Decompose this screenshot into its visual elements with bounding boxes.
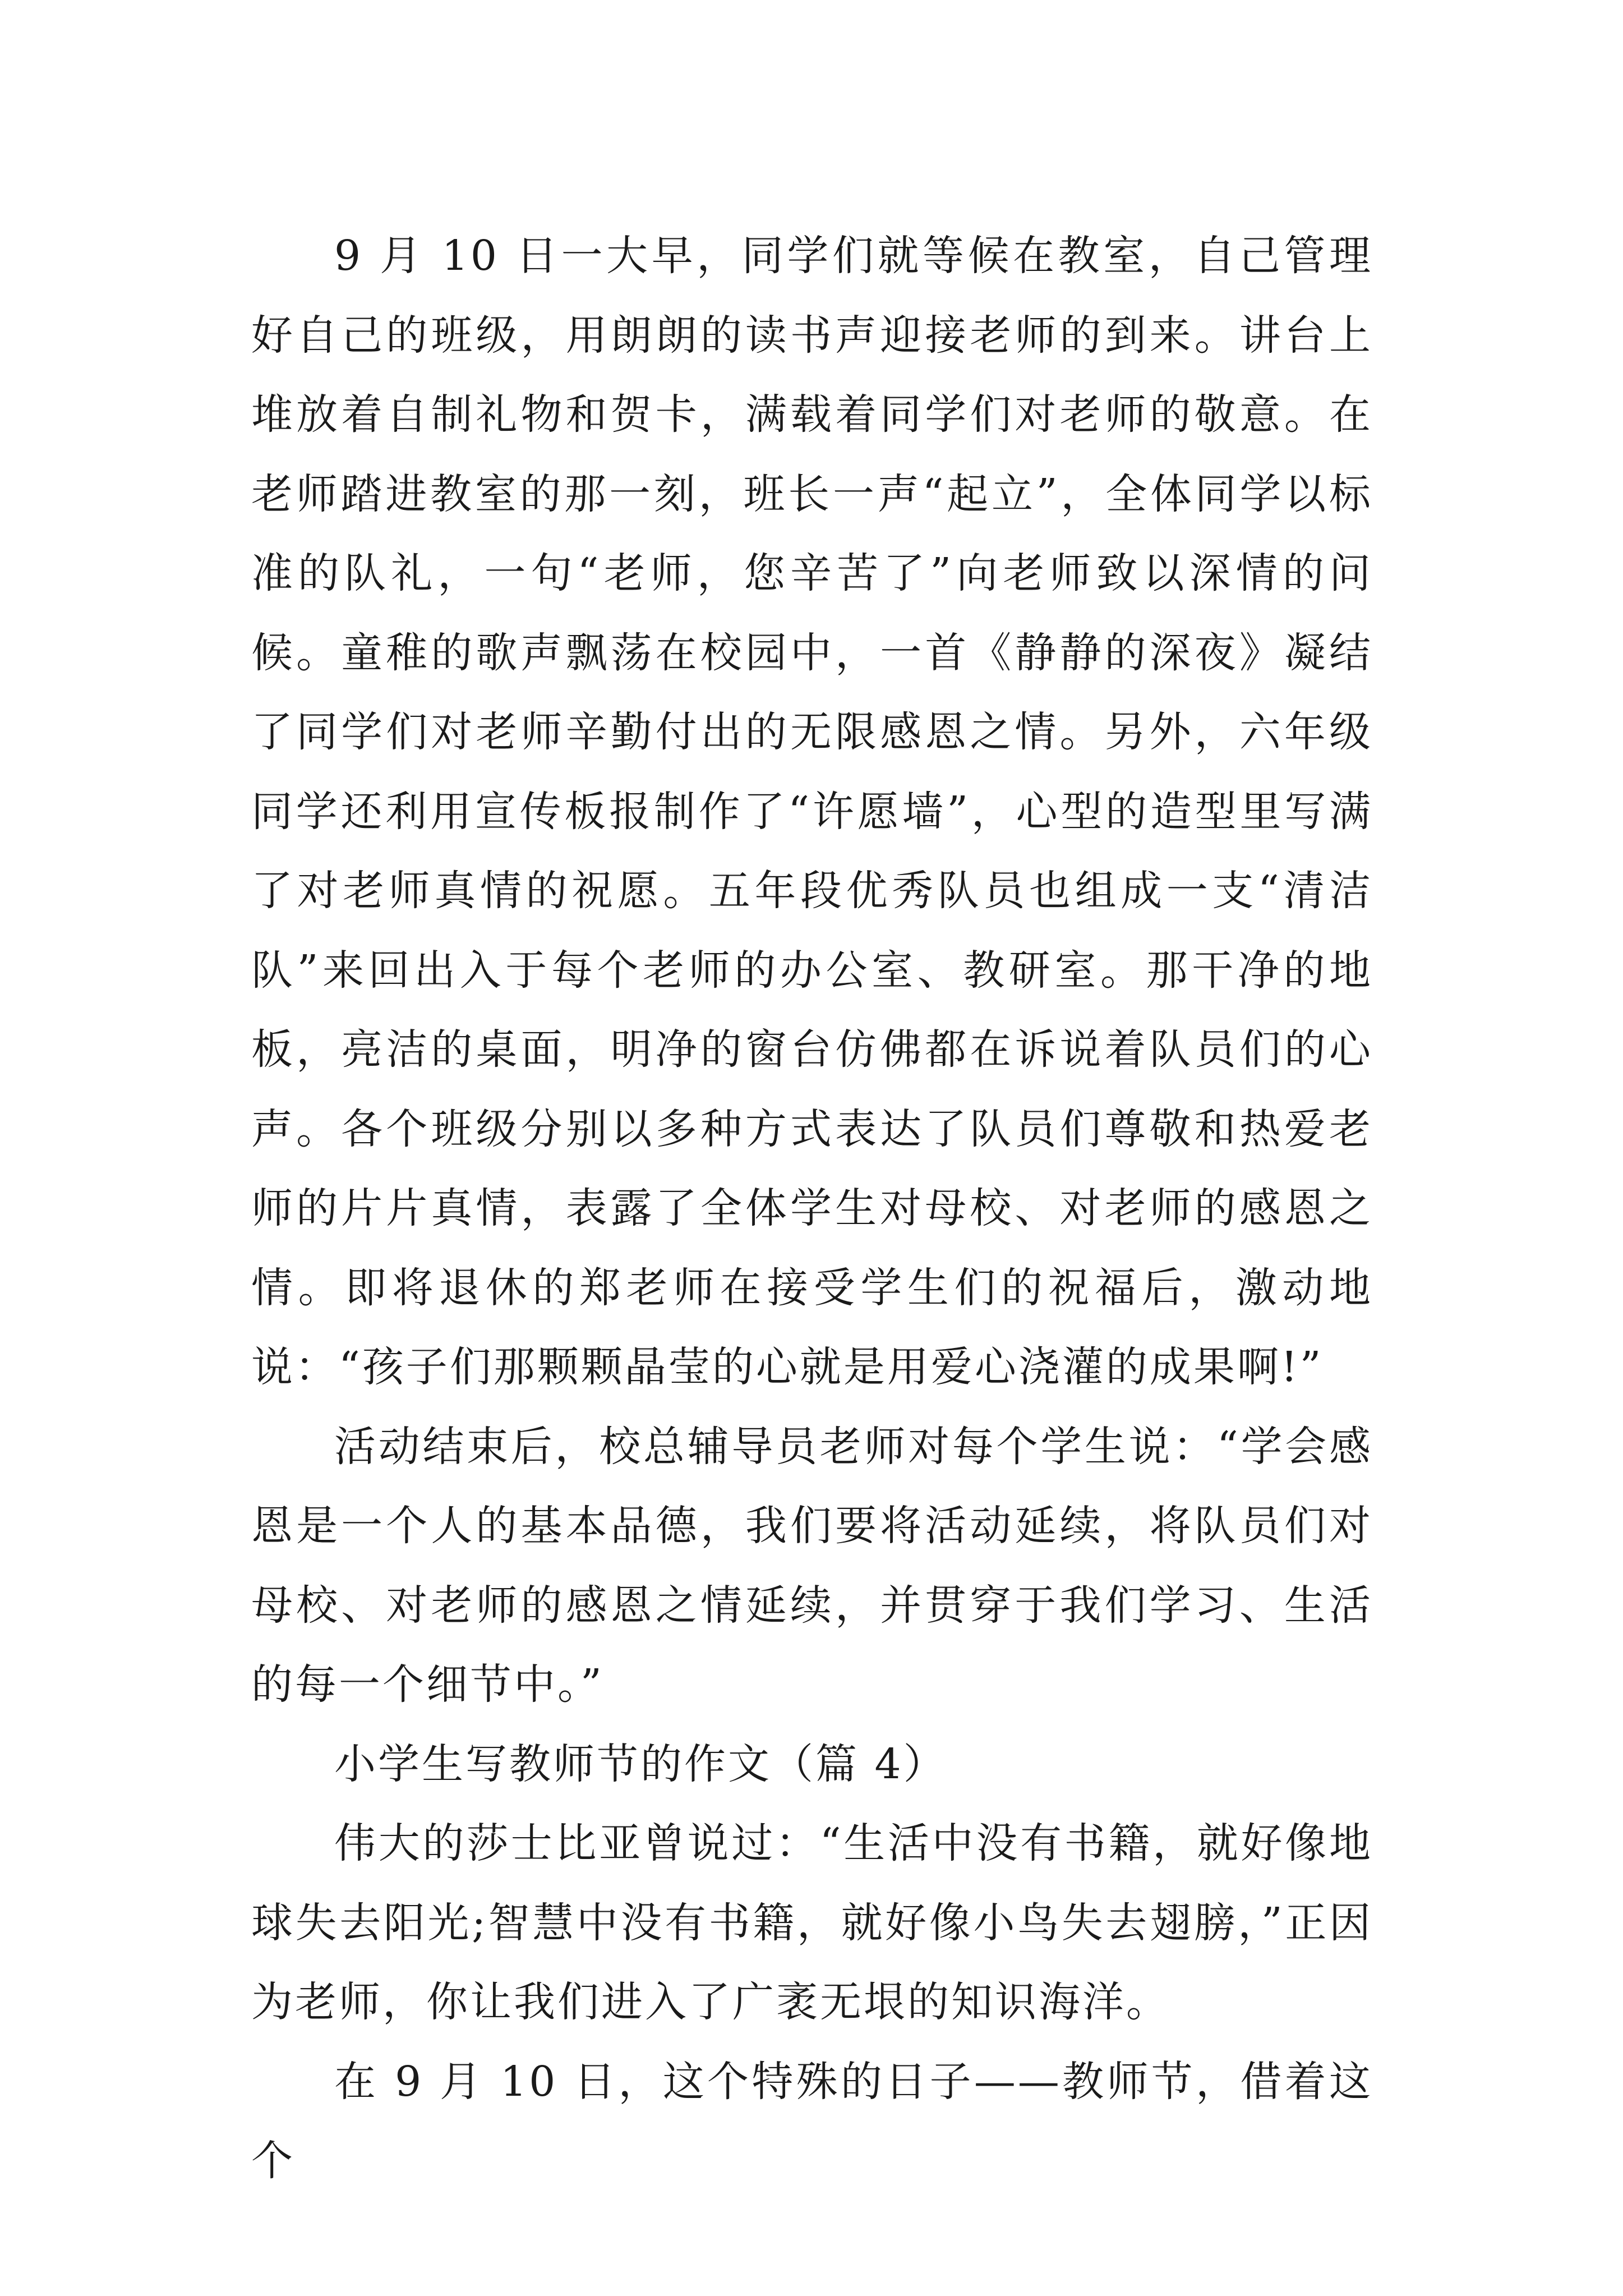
- body-paragraph: 活动结束后，校总辅导员老师对每个学生说：“学会感恩是一个人的基本品德，我们要将活动延续，将队员们对母校、对老师的感恩之情延续，并贯穿于我们学习、生活的每一个细节中。”: [251, 1422, 1373, 1709]
- document-page: [251, 217, 1373, 2201]
- body-paragraph: 在 9 月 10 日，这个特殊的日子——教师节，借着这个: [251, 2057, 1373, 2185]
- body-paragraph: 9 月 10 日一大早，同学们就等候在教室，自己管理好自己的班级，用朗朗的读书声迎接老师的到来。讲台上堆放着自制礼物和贺卡，满载着同学们对老师的敬意。在老师踏进教室的那一刻，班长一声“起立”，全体同学以标准的队礼，一句“老师，您辛苦了”向老师致以深情的问候。童稚的歌声飘荡在校园中，一首《静静的深夜》凝结了同学们对老师辛勤付出的无限感恩之情。另外，六年级同学还利用宣传板报制作了“许愿墙”，心型的造型里写满了对老师真情的祝愿。五年段优秀队员也组成一支“清洁队”来回出入于每个老师的办公室、教研室。那干净的地板，亮洁的桌面，明净的窗台仿佛都在诉说着队员们的心声。各个班级分别以多种方式表达了队员们尊敬和热爱老师的片片真情，表露了全体学生对母校、对老师的感恩之情。即将退休的郑老师在接受学生们的祝福后，激动地说：“孩子们那颗颗晶莹的心就是用爱心浇灌的成果啊!”: [251, 232, 1373, 1391]
- section-heading: 小学生写教师节的作文（篇 4）: [334, 1740, 947, 1788]
- body-paragraph: 伟大的莎士比亚曾说过：“生活中没有书籍，就好像地球失去阳光;智慧中没有书籍，就好像小鸟失去翅膀，”正因为老师，你让我们进入了广袤无垠的知识海洋。: [251, 1819, 1373, 2026]
